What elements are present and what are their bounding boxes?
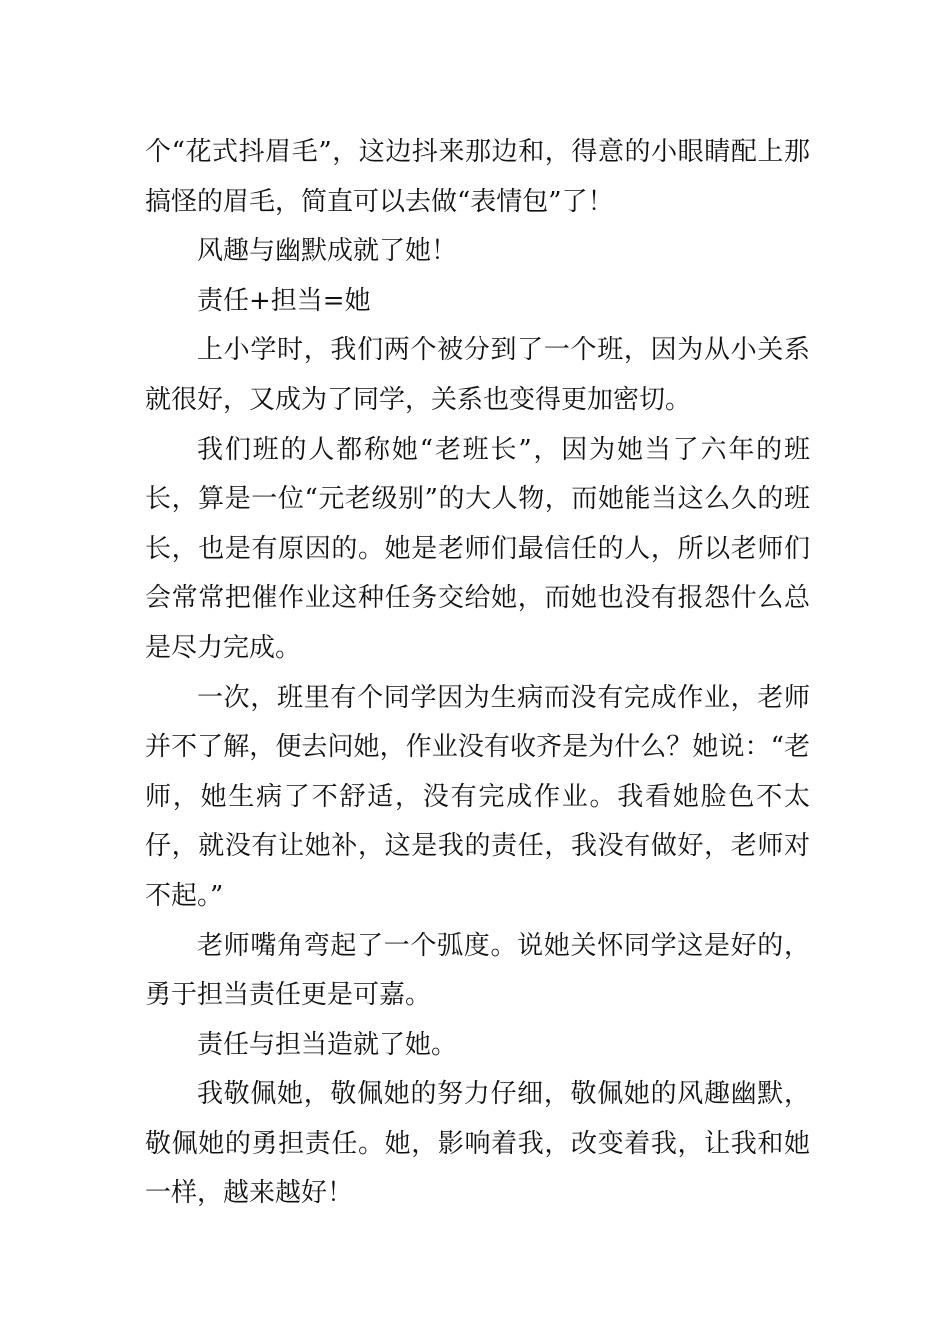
paragraph-humor-summary: 风趣与幽默成就了她！: [197, 236, 458, 267]
section-heading-responsibility: 责任+担当=她: [197, 285, 371, 316]
paragraph-primary-school: 上小学时，我们两个被分到了一个班，因为从小关系就很好，又成为了同学，关系也变得更加密切。: [145, 335, 810, 415]
document-body: [145, 128, 810, 1219]
paragraph-class-monitor: 我们班的人都称她“老班长”，因为她当了六年的班长，算是一位“元老级别”的大人物，而她能当这么久的班长，也是有原因的。她是老师们最信任的人，所以老师们会常常把催作业这种任务交给她，而她也没有报怨什么总是尽力完成。: [145, 434, 810, 663]
paragraph-continuation: 个“花式抖眉毛”，这边抖来那边和，得意的小眼睛配上那搞怪的眉毛，简直可以去做“表情包”了！: [145, 137, 810, 217]
paragraph-conclusion: 我敬佩她，敬佩她的努力仔细，敬佩她的风趣幽默，敬佩她的勇担责任。她，影响着我，改变着我，让我和她一样，越来越好！: [145, 1079, 810, 1209]
paragraph-homework-story: 一次，班里有个同学因为生病而没有完成作业，老师并不了解，便去问她，作业没有收齐是为什么？她说：“老师，她生病了不舒适，没有完成作业。我看她脸色不太仔，就没有让她补，这是我的责任，我没有做好，老师对不起。”: [145, 682, 810, 911]
paragraph-responsibility-summary: 责任与担当造就了她。: [197, 1029, 458, 1060]
paragraph-teacher-response: 老师嘴角弯起了一个弧度。说她关怀同学这是好的，勇于担当责任更是可嘉。: [145, 930, 810, 1011]
